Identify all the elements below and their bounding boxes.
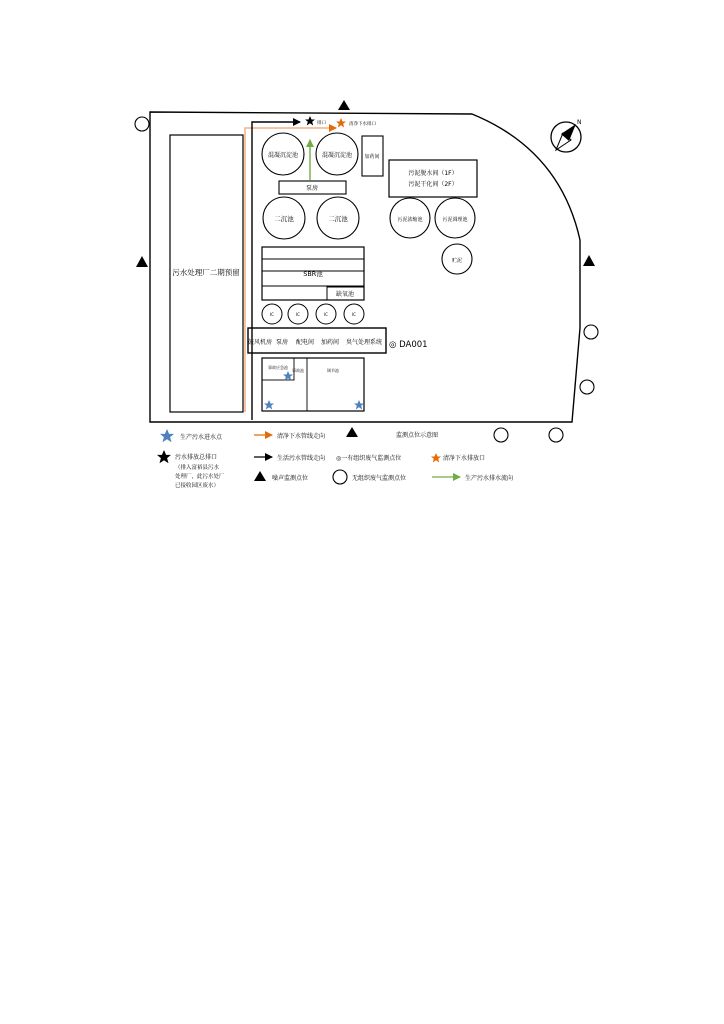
building-odor-system: 臭气处理系统	[345, 339, 383, 346]
legend-clean-outfall-star	[431, 453, 441, 463]
legend-noise-title-triangle	[346, 427, 358, 437]
fugitive-point-5	[549, 428, 563, 442]
legend-inlet-star	[160, 429, 174, 442]
legend-outfall-star	[157, 450, 171, 463]
sbr-label: SBR池	[303, 270, 323, 278]
fugitive-point-3	[580, 380, 594, 394]
legend-exhaust-point-label: ◎一有组织废气监测点位	[336, 455, 402, 462]
coagulation-tank-1-label: 混凝沉淀池	[267, 152, 299, 159]
noise-point-right	[583, 255, 595, 266]
noise-point-top	[338, 100, 350, 110]
legend-fugitive-label: 无组织废气监测点位	[352, 475, 407, 482]
fugitive-point-1	[135, 117, 149, 131]
legend-outfall-line1: 污水排放总排口	[175, 454, 218, 461]
inlet-star-3	[354, 400, 364, 410]
lower-facility-label-1: 事故应急池	[268, 365, 288, 370]
anoxic-label: 缺氧池	[335, 291, 355, 298]
sludge-tank-2-label: 污泥调理池	[442, 217, 468, 223]
legend-noise-triangle	[254, 471, 266, 481]
sludge-room-line1: 污泥脱水间（1F）	[408, 170, 458, 177]
fugitive-point-4	[494, 428, 508, 442]
lower-facility-label-3: 调节池	[327, 368, 339, 373]
small-tank-1-label: IC	[270, 312, 274, 317]
small-tank-4-label: IC	[352, 312, 356, 317]
coagulation-tank-2-label: 混凝沉淀池	[321, 152, 353, 159]
dosing-room-label: 加药间	[364, 154, 380, 160]
compass-icon	[551, 122, 581, 152]
pump-house-label: 泵房	[305, 185, 319, 192]
secondary-clarifier-1-label: 二沉池	[274, 215, 294, 223]
sludge-building	[389, 160, 477, 197]
inlet-star-2	[264, 400, 274, 410]
fugitive-point-2	[584, 325, 598, 339]
legend-noise-label: 噪声监测点位	[272, 475, 309, 482]
noise-point-left	[136, 256, 148, 267]
legend-outfall-line2: （排入富裕县污水	[175, 465, 220, 471]
legend-clean-flow-label: 清净下水管线走向	[277, 433, 326, 440]
compass-north-label: N	[577, 119, 582, 126]
legend-production-flow-label: 生产污水排水流向	[465, 475, 514, 482]
outfall-star	[305, 116, 315, 126]
legend-outfall-line3: 处理厂，此污水处厂	[175, 474, 225, 480]
small-tank-3-label: IC	[324, 312, 328, 317]
building-blower-room: 鼓风机房	[247, 339, 273, 346]
building-dosing-room: 加药间	[320, 339, 340, 346]
building-power-room: 配电间	[295, 339, 315, 346]
legend-fugitive-circle	[333, 470, 347, 484]
second-phase-label: 污水处理厂二期预留	[172, 268, 240, 277]
lower-facility-label-2: 事故池	[292, 368, 304, 373]
legend-inlet-label: 生产污水进水点	[180, 434, 223, 441]
clean-outfall-star	[336, 118, 346, 128]
sludge-tank-3-label: 贮泥	[451, 258, 463, 264]
outfall-label: 排口	[317, 121, 326, 126]
building-pump-room: 泵房	[275, 339, 289, 346]
da001-label: ◎ DA001	[389, 340, 428, 350]
legend-clean-outfall-label: 清净下水排放口	[443, 455, 486, 462]
secondary-clarifier-2-label: 二沉池	[328, 215, 348, 223]
sludge-room-line2: 污泥干化间（2F）	[408, 181, 458, 188]
legend	[157, 427, 513, 489]
legend-outfall-line4: 已接收园区废水）	[175, 483, 220, 489]
legend-sewage-flow-label: 生活污水管线走向	[277, 455, 326, 462]
sludge-tank-1-label: 污泥浓缩池	[397, 217, 423, 223]
legend-noise-title: 监测点位示意图	[396, 432, 439, 439]
clean-outfall-label: 清净下水排口	[349, 122, 376, 127]
small-tank-2-label: IC	[296, 312, 300, 317]
